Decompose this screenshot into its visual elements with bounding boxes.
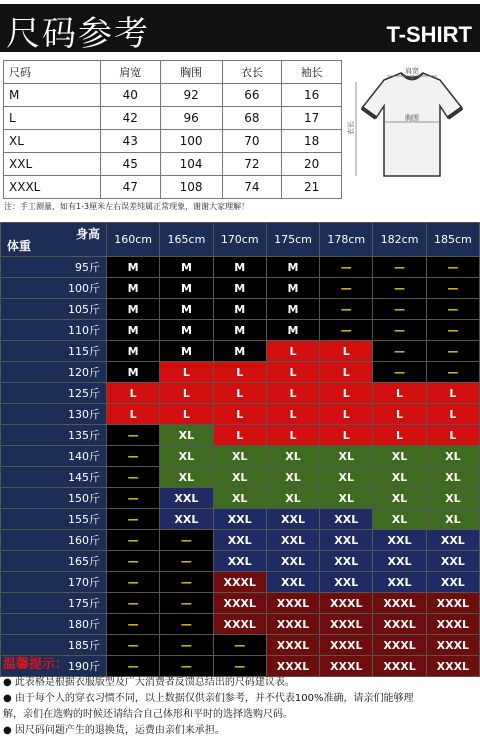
size-cell: XXXL [426,593,479,614]
size-cell: M [160,278,213,299]
size-cell: XXXL [266,656,319,677]
spec-cell: 96 [160,107,222,130]
size-cell: M [213,257,266,278]
size-cell: — [373,299,426,320]
size-cell: XXXL [426,614,479,635]
size-cell: XXL [320,530,373,551]
size-cell: XXL [213,551,266,572]
size-cell: XL [213,467,266,488]
product-type-label: T-SHIRT [386,22,472,47]
grid-row [1,488,480,509]
size-cell: — [320,257,373,278]
spec-cell: 100 [160,130,222,153]
weight-row-header: 110斤 [1,320,107,341]
grid-row [1,320,480,341]
height-column-header: 160cm [107,223,160,257]
size-cell: — [373,278,426,299]
size-cell: L [266,383,319,404]
grid-row [1,278,480,299]
size-cell: — [107,488,160,509]
weight-row-header: 115斤 [1,341,107,362]
size-cell: XXL [426,551,479,572]
size-cell: XXL [373,551,426,572]
grid-row [1,551,480,572]
size-cell: L [213,383,266,404]
size-cell: L [373,404,426,425]
spec-cell: XL [4,130,101,153]
size-cell: XL [320,446,373,467]
height-column-header: 170cm [213,223,266,257]
height-column-header: 165cm [160,223,213,257]
spec-cell: 47 [100,176,160,199]
size-recommendation-grid [0,222,480,677]
size-cell: L [320,362,373,383]
size-cell: L [373,425,426,446]
size-cell: XXXL [320,614,373,635]
size-cell: XXL [426,530,479,551]
size-spec-table [3,60,342,199]
spec-cell: 17 [282,107,342,130]
grid-row [1,572,480,593]
size-cell: L [426,383,479,404]
size-cell: — [160,656,213,677]
size-cell: M [107,299,160,320]
size-cell: XXL [160,509,213,530]
size-cell: — [426,299,479,320]
size-cell: — [426,257,479,278]
size-cell: XXXL [213,614,266,635]
size-cell: XL [426,509,479,530]
size-cell: — [160,614,213,635]
spec-cell: 66 [222,84,282,107]
size-cell: — [107,572,160,593]
size-cell: — [160,635,213,656]
size-cell: — [160,593,213,614]
grid-row [1,467,480,488]
size-cell: M [160,299,213,320]
grid-row [1,593,480,614]
size-cell: XL [426,488,479,509]
spec-column-header: 肩宽 [100,61,160,84]
size-cell: — [426,320,479,341]
size-cell: L [266,404,319,425]
tshirt-outline-icon [362,73,462,176]
tips-title: 温馨提示： [3,657,69,672]
size-cell: L [266,341,319,362]
size-cell: XXXL [266,635,319,656]
spec-cell: 68 [222,107,282,130]
size-cell: XL [373,488,426,509]
size-cell: XXL [213,530,266,551]
grid-row [1,425,480,446]
size-cell: XXL [320,509,373,530]
grid-row [1,509,480,530]
size-cell: XXL [160,488,213,509]
spec-cell: 70 [222,130,282,153]
spec-row [4,84,342,107]
size-cell: XL [160,467,213,488]
size-cell: — [213,656,266,677]
size-cell: XL [373,467,426,488]
weight-row-header: 175斤 [1,593,107,614]
size-cell: XL [213,488,266,509]
size-cell: L [320,425,373,446]
weight-row-header: 150斤 [1,488,107,509]
spec-cell: 74 [222,176,282,199]
spec-row [4,107,342,130]
grid-row [1,299,480,320]
size-cell: XXL [266,530,319,551]
size-cell: XXXL [373,593,426,614]
spec-cell: L [4,107,101,130]
grid-header-row [1,223,480,257]
size-cell: — [213,635,266,656]
tip-line: ● 由于每个人的穿衣习惯不同，以上数据仅供亲们参考，并不代表100%准确，请亲们能够理 [3,693,414,704]
weight-row-header: 185斤 [1,635,107,656]
size-cell: M [107,320,160,341]
size-cell: M [107,278,160,299]
spec-cell: 108 [160,176,222,199]
tip-line: ● 因尺码问题产生的退换货，运费由亲们来承担。 [3,725,225,736]
weight-row-header: 145斤 [1,467,107,488]
weight-row-header: 95斤 [1,257,107,278]
size-cell: XL [426,446,479,467]
weight-row-header: 170斤 [1,572,107,593]
size-cell: M [266,320,319,341]
size-cell: XXXL [426,656,479,677]
size-cell: M [213,320,266,341]
spec-cell: 45 [100,153,160,176]
size-cell: — [107,614,160,635]
size-cell: — [320,278,373,299]
tshirt-diagram [349,60,475,200]
height-column-header: 178cm [320,223,373,257]
size-cell: M [107,257,160,278]
measurement-note: 注：手工测量，如有1-3厘米左右误差纯属正常现象，谢谢大家理解！ [4,202,250,211]
size-cell: — [107,635,160,656]
size-cell: XXXL [213,572,266,593]
weight-row-header: 180斤 [1,614,107,635]
size-cell: M [160,341,213,362]
size-cell: L [373,383,426,404]
weight-row-header: 155斤 [1,509,107,530]
size-cell: M [160,320,213,341]
size-cell: — [373,320,426,341]
size-cell: XL [160,446,213,467]
height-column-header: 182cm [373,223,426,257]
size-cell: L [426,404,479,425]
size-cell: L [266,425,319,446]
size-cell: L [213,362,266,383]
grid-row [1,257,480,278]
size-cell: L [107,383,160,404]
tip-line: ● 此表格是根据衣服版型及广大消费者反馈总结出的尺码建议表。 [3,677,295,688]
spec-header-row [4,61,342,84]
size-cell: XXL [213,509,266,530]
height-axis-label: 身高 [75,227,100,241]
spec-cell: 20 [282,153,342,176]
size-cell: XXL [266,551,319,572]
size-cell: — [107,446,160,467]
spec-cell: M [4,84,101,107]
weight-axis-label: 体重 [7,239,32,253]
spec-row [4,130,342,153]
weight-row-header: 135斤 [1,425,107,446]
tip-line: 解，亲们在选购的时候还请结合自己体形和平时的选择选购尺码。 [3,709,293,720]
spec-cell: 92 [160,84,222,107]
size-cell: L [160,404,213,425]
size-cell: XXL [266,572,319,593]
grid-row [1,530,480,551]
size-cell: — [373,341,426,362]
size-cell: — [160,572,213,593]
size-cell: — [107,530,160,551]
size-cell: M [266,257,319,278]
spec-cell: 40 [100,84,160,107]
spec-cell: 16 [282,84,342,107]
size-cell: XXL [320,551,373,572]
spec-column-header: 尺码 [4,61,101,84]
diagram-length-label: 衣长 [347,121,355,135]
size-cell: XL [160,425,213,446]
size-cell: M [266,278,319,299]
size-cell: XL [426,467,479,488]
size-cell: XL [266,488,319,509]
size-cell: XXXL [373,614,426,635]
spec-column-header: 袖长 [282,61,342,84]
spec-cell: XXXL [4,176,101,199]
size-cell: L [320,383,373,404]
size-cell: XXXL [373,656,426,677]
spec-cell: 72 [222,153,282,176]
size-cell: XL [213,446,266,467]
size-cell: XXXL [266,614,319,635]
size-cell: — [107,425,160,446]
size-cell: M [213,299,266,320]
size-cell: XL [266,467,319,488]
size-cell: M [160,257,213,278]
size-cell: L [320,341,373,362]
size-cell: — [107,467,160,488]
size-cell: L [107,404,160,425]
size-cell: — [426,278,479,299]
spec-cell: XXL [4,153,101,176]
size-cell: XXXL [373,635,426,656]
size-cell: M [213,341,266,362]
size-cell: — [107,551,160,572]
height-column-header: 175cm [266,223,319,257]
size-cell: XL [320,467,373,488]
grid-row [1,614,480,635]
size-cell: XXL [373,572,426,593]
size-cell: — [107,593,160,614]
spec-row [4,153,342,176]
height-column-header: 185cm [426,223,479,257]
size-cell: — [107,509,160,530]
size-cell: L [160,383,213,404]
weight-row-header: 105斤 [1,299,107,320]
size-cell: XXXL [266,593,319,614]
tips-section [3,653,477,739]
weight-row-header: 190斤 [1,656,107,677]
size-cell: L [426,425,479,446]
weight-row-header: 165斤 [1,551,107,572]
size-cell: — [320,320,373,341]
size-cell: M [107,362,160,383]
size-cell: M [213,278,266,299]
weight-row-header: 140斤 [1,446,107,467]
spec-column-header: 衣长 [222,61,282,84]
size-cell: XXL [373,530,426,551]
size-cell: — [426,362,479,383]
size-cell: XXL [426,572,479,593]
spec-cell: 42 [100,107,160,130]
size-cell: M [107,341,160,362]
size-cell: — [426,341,479,362]
size-cell: XL [373,509,426,530]
weight-row-header: 130斤 [1,404,107,425]
weight-row-header: 160斤 [1,530,107,551]
grid-row [1,404,480,425]
size-cell: XXXL [320,656,373,677]
size-cell: L [160,362,213,383]
grid-row [1,446,480,467]
size-cell: XL [373,446,426,467]
spec-cell: 104 [160,153,222,176]
size-cell: — [160,530,213,551]
grid-row [1,383,480,404]
size-cell: XXXL [320,635,373,656]
grid-row [1,341,480,362]
size-cell: L [320,404,373,425]
weight-row-header: 125斤 [1,383,107,404]
weight-row-header: 100斤 [1,278,107,299]
size-cell: — [107,656,160,677]
page-title: 尺码参考 [6,14,150,54]
diagram-chest-label: 胸围 [405,114,419,122]
weight-row-header: 120斤 [1,362,107,383]
size-cell: L [213,404,266,425]
size-cell: — [373,362,426,383]
size-cell: XXL [320,572,373,593]
grid-corner-cell [1,223,107,257]
spec-column-header: 胸围 [160,61,222,84]
grid-row [1,362,480,383]
size-cell: M [266,299,319,320]
spec-cell: 18 [282,130,342,153]
size-cell: XL [266,446,319,467]
size-cell: XXXL [213,593,266,614]
size-cell: XXXL [426,635,479,656]
size-cell: XXL [266,509,319,530]
size-cell: L [213,425,266,446]
size-cell: — [160,551,213,572]
size-cell: — [373,257,426,278]
size-cell: XXXL [320,593,373,614]
size-cell: — [320,299,373,320]
spec-cell: 43 [100,130,160,153]
spec-cell: 21 [282,176,342,199]
header [0,0,480,56]
size-cell: XL [320,488,373,509]
size-cell: L [266,362,319,383]
spec-row [4,176,342,199]
diagram-shoulder-label: 肩宽 [405,67,419,75]
